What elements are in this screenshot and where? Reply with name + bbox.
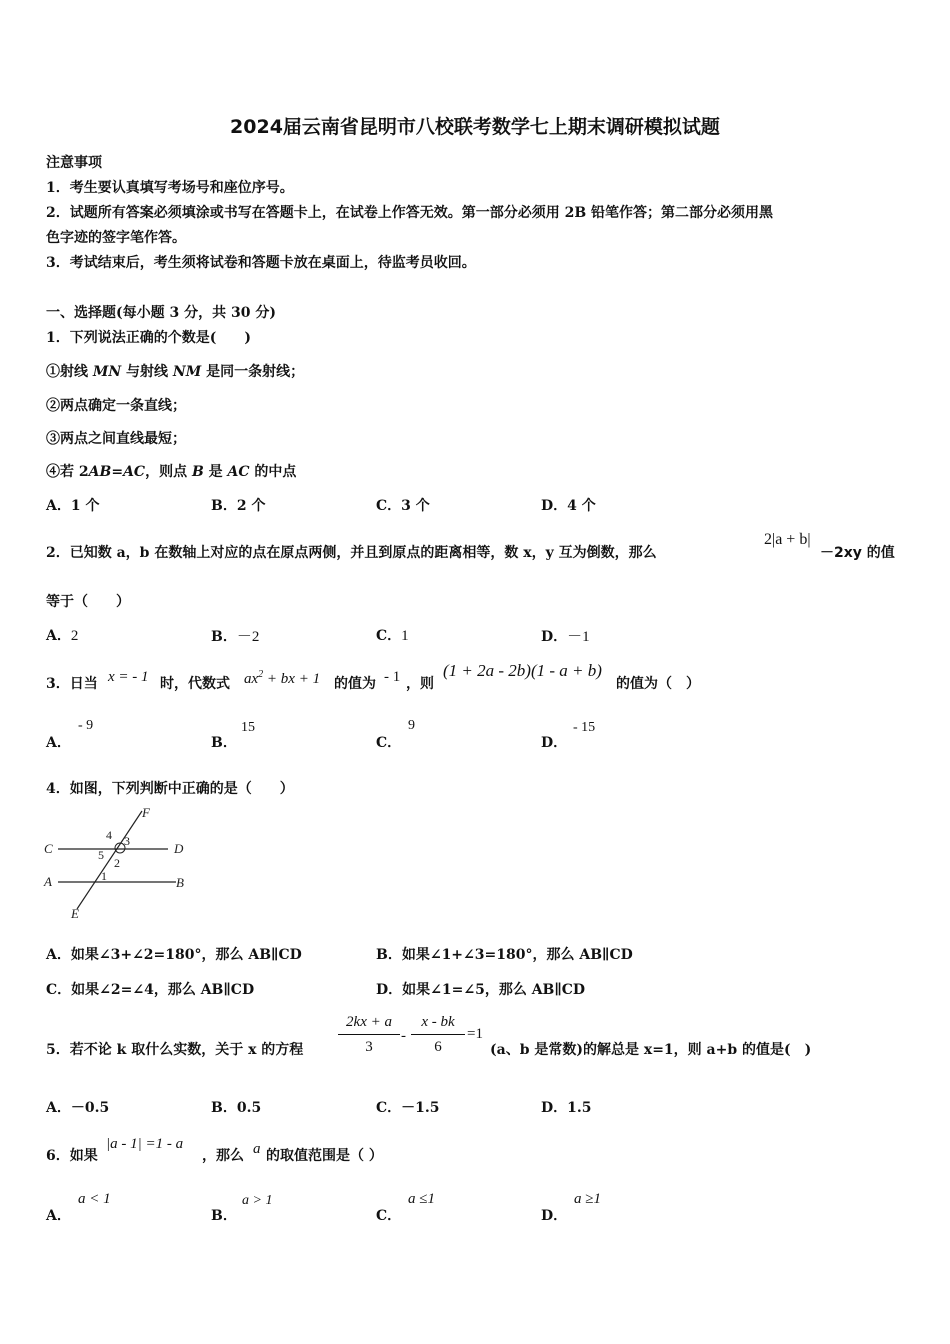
q5-fraction-2 <box>411 1014 465 1056</box>
q3-option-a-letter[interactable]: A． <box>46 735 71 751</box>
q1-s4-text-b: ，则点 <box>145 464 192 480</box>
q2-option-a[interactable] <box>46 625 78 645</box>
q1-s1-nm: NM <box>172 364 202 380</box>
q1-s4-ac: AC <box>123 464 146 480</box>
q1-s1-text-a: ①射线 <box>46 364 93 380</box>
q3-stem-c: 的值为 <box>334 676 376 692</box>
q6-option-b-letter[interactable]: B． <box>211 1208 237 1224</box>
q6-option-d-letter[interactable]: D． <box>541 1208 568 1224</box>
q3-stem-e: 的值为（ ） <box>616 676 700 692</box>
q1-statement-1 <box>46 361 304 381</box>
q2-option-a-value: 2 <box>70 628 79 644</box>
q3-option-c-value: 9 <box>408 718 415 733</box>
q1-option-b[interactable]: B．2 个 <box>211 498 266 514</box>
q3-expression: (1 + 2a - 2b)(1 - a + b) <box>443 661 602 680</box>
q1-s4-text-d: 的中点 <box>249 464 297 480</box>
label-angle-1: 1 <box>101 869 107 883</box>
q1-s4-ab: AB <box>88 464 112 480</box>
label-angle-3: 3 <box>124 834 130 848</box>
q5-frac1-bar <box>338 1034 400 1035</box>
q1-s4-eq: = <box>111 464 124 480</box>
q6-stem-a: 6．如果 <box>46 1148 98 1164</box>
q4-figure <box>40 802 200 922</box>
q4-option-a[interactable]: A．如果∠3+∠2=180°，那么 AB∥CD <box>46 947 302 963</box>
q2-stem-a: 2．已知数 a，b 在数轴上对应的点在原点两侧，并且到原点的距离相等，数 x，y 互为倒数，那么 <box>46 545 657 561</box>
notice-item-3: 3．考试结束后，考生须将试卷和答题卡放在桌面上，待监考员收回。 <box>46 255 476 271</box>
q6-option-a-letter[interactable]: A． <box>46 1208 71 1224</box>
q3-value: - 1 <box>384 669 401 685</box>
q3-option-b-value: 15 <box>241 720 255 735</box>
q2-stem-b: －2xy 的值 <box>820 545 895 561</box>
q3-option-d-letter[interactable]: D． <box>541 735 568 751</box>
q4-option-c[interactable]: C．如果∠2=∠4，那么 AB∥CD <box>46 982 255 998</box>
q3-poly-b: + bx + 1 <box>263 671 321 687</box>
q6-option-a-value: a < 1 <box>78 1191 111 1207</box>
q6-stem-b: ，那么 <box>202 1148 244 1164</box>
label-c: C <box>44 841 53 856</box>
label-angle-5: 5 <box>98 848 104 862</box>
q1-option-a[interactable]: A．1 个 <box>46 498 100 514</box>
label-angle-4: 4 <box>106 828 112 842</box>
q3-poly-a: ax <box>244 671 259 687</box>
q1-s1-text-c: 是同一条射线； <box>201 364 305 380</box>
q2-option-b-letter: B． <box>211 629 237 645</box>
q5-frac1-den: 3 <box>365 1039 373 1055</box>
q3-stem-d: ，则 <box>406 676 434 692</box>
q6-option-d-value: a ≥1 <box>574 1191 601 1207</box>
q1-option-c[interactable]: C．3 个 <box>376 498 430 514</box>
q5-fraction-1 <box>338 1014 400 1056</box>
q5-option-a[interactable]: A．－0.5 <box>46 1100 110 1116</box>
q2-stem-c: 等于（ ） <box>46 594 130 610</box>
q3-option-a-value: - 9 <box>78 718 94 733</box>
q2-option-d-value: －1 <box>567 629 590 645</box>
q3-polynomial <box>244 669 320 688</box>
q4-option-b[interactable]: B．如果∠1+∠3=180°，那么 AB∥CD <box>376 947 633 963</box>
q2-option-a-letter: A． <box>46 628 71 644</box>
q1-s4-b: B <box>191 464 204 480</box>
q5-equals: =1 <box>467 1026 483 1042</box>
q4-stem: 4．如图，下列判断中正确的是（ ） <box>46 781 294 797</box>
q3-stem-b: 时，代数式 <box>160 676 230 692</box>
q3-option-d-value: - 15 <box>573 720 596 735</box>
notice-heading: 注意事项 <box>46 155 102 171</box>
q2-option-c[interactable] <box>376 625 409 645</box>
q2-option-b-value: －2 <box>236 629 260 645</box>
q6-variable: a <box>253 1141 261 1157</box>
q5-frac2-num: x - bk <box>421 1014 455 1030</box>
q5-frac2-bar <box>411 1034 465 1035</box>
notice-item-1: 1．考生要认真填写考场号和座位序号。 <box>46 180 294 196</box>
q1-s1-mn: MN <box>92 364 122 380</box>
label-angle-2: 2 <box>114 856 120 870</box>
q3-option-b-letter[interactable]: B． <box>211 735 237 751</box>
page-title: 2024届云南省昆明市八校联考数学七上期末调研模拟试题 <box>230 116 720 138</box>
q1-statement-3: ③两点之间直线最短； <box>46 431 186 447</box>
q2-option-c-value: 1 <box>401 628 409 644</box>
q2-option-d-letter: D． <box>541 629 568 645</box>
label-d: D <box>174 841 184 856</box>
q3-option-c-letter[interactable]: C． <box>376 735 402 751</box>
q1-stem: 1．下列说法正确的个数是( ) <box>46 330 251 346</box>
line-ef <box>77 811 142 909</box>
notice-item-2: 2．试题所有答案必须填涂或书写在答题卡上，在试卷上作答无效。第一部分必须用 2B 铅笔作答；第二部分必须用黑 <box>46 205 774 221</box>
q6-stem-c: 的取值范围是（ ） <box>266 1148 383 1164</box>
q5-option-b[interactable]: B．0.5 <box>211 1100 262 1116</box>
q3-poly-exp: 2 <box>258 669 264 680</box>
section-heading: 一、选择题(每小题 3 分，共 30 分) <box>46 305 276 321</box>
q1-s4-text-c: 是 <box>203 464 228 480</box>
label-a: A <box>44 874 52 889</box>
q5-option-d[interactable]: D．1.5 <box>541 1100 592 1116</box>
q3-condition: x = - 1 <box>108 669 149 685</box>
q1-statement-4 <box>46 461 296 481</box>
q5-frac1-num: 2kx + a <box>346 1014 392 1030</box>
q2-option-b[interactable] <box>211 625 259 646</box>
q6-expression: |a - 1| =1 - a <box>106 1136 184 1152</box>
q1-option-d[interactable]: D．4 个 <box>541 498 596 514</box>
q4-option-d[interactable]: D．如果∠1=∠5，那么 AB∥CD <box>376 982 586 998</box>
label-e: E <box>71 906 79 921</box>
q5-stem-a: 5．若不论 k 取什么实数，关于 x 的方程 <box>46 1042 304 1058</box>
q6-option-b-value: a > 1 <box>242 1193 273 1208</box>
q5-stem-b: (a、b 是常数)的解总是 x=1，则 a+b 的值是( ) <box>490 1042 812 1058</box>
q2-expression: 2|a + b| <box>764 531 811 548</box>
q1-s4-text-a: ④若 2 <box>46 464 89 480</box>
q1-s1-text-b: 与射线 <box>121 364 173 380</box>
q3-stem-a: 3．日当 <box>46 676 98 692</box>
q5-frac2-den: 6 <box>434 1039 442 1055</box>
q6-option-c-letter[interactable]: C． <box>376 1208 402 1224</box>
q1-statement-2: ②两点确定一条直线； <box>46 398 186 414</box>
q1-s4-ac2: AC <box>227 464 250 480</box>
q5-minus: - <box>401 1028 406 1044</box>
q2-option-c-letter: C． <box>376 628 402 644</box>
q2-option-d[interactable] <box>541 625 590 646</box>
label-f: F <box>142 805 150 820</box>
label-b: B <box>176 875 184 890</box>
notice-item-2-cont: 色字迹的签字笔作答。 <box>46 230 186 246</box>
q5-option-c[interactable]: C．－1.5 <box>376 1100 440 1116</box>
q6-option-c-value: a ≤1 <box>408 1191 435 1207</box>
